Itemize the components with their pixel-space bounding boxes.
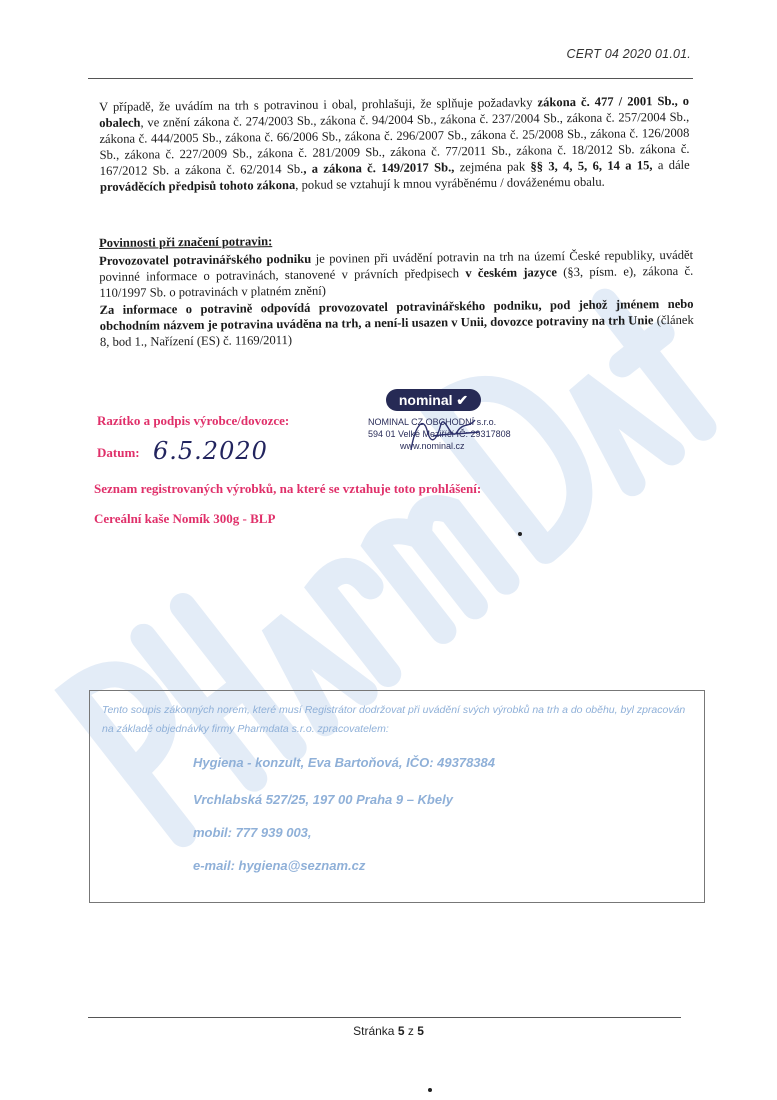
stamp-label: Razítko a podpis výrobce/dovozce:: [97, 413, 290, 428]
duty-text-3: (článek 8, bod 1., Nařízení (ES) č. 1169/2011): [99, 312, 694, 350]
duty-text-2: (§3, písm. e), zákona č. 110/1997 Sb. o potravinách v platném znění): [99, 263, 694, 301]
declaration-bold-4: prováděcích předpisů tohoto zákona: [99, 177, 296, 194]
scan-speck: [428, 1088, 432, 1092]
consultant-name: Hygiena - konzult, Eva Bartoňová, IČO: 49378384: [193, 755, 495, 770]
product-list-label: Seznam registrovaných výrobků, na které se vztahuje toto prohlášení:: [94, 481, 482, 496]
date-value: 6.5.2020: [153, 437, 268, 465]
packaging-declaration: [99, 94, 690, 196]
declaration-bold-2: , a zákona č. 149/2017 Sb.,: [303, 159, 455, 176]
stamp-address-line: 594 01 Velké Meziříčí IČ: 29317808: [368, 429, 511, 439]
declaration-text-5: , pokud se vztahují k mnou vyráběnému / dováženému obalu.: [295, 174, 605, 192]
declaration-text-4: a dále: [652, 157, 690, 172]
header-divider: [88, 78, 693, 79]
duty-text-1: je povinen při uvádění potravin na trh na území České republiky, uvádět povinné informace o potravinách, stanovené v právních předpisech: [99, 247, 694, 285]
info-box: [89, 690, 705, 903]
page-current: 5: [397, 1024, 405, 1038]
scan-speck: [518, 532, 522, 536]
declaration-text-2: , ve znění zákona č. 274/2003 Sb., zákona č. 94/2004 Sb., zákona č. 237/2004 Sb., zákona č. 257/2004 Sb., zákona č. 444/2005 Sb., zákona č. 66/2006 Sb., zákona č. 296/2007 Sb., zákona č. 25/2008 Sb., zákona č. 126/2008 Sb., zákona č. 227/2009 Sb., zákona č. 281/2009 Sb., zákona č. 77/2011 Sb., zákona č. 18/2012 Sb. zákona č. 167/2012 Sb. a zákona č. 62/2014 Sb.: [99, 109, 690, 178]
declaration-bold-3: §§ 3, 4, 5, 6, 14 a 15,: [530, 157, 653, 174]
footer-divider: [88, 1017, 681, 1018]
nominal-logo: [386, 389, 481, 411]
section-title: Povinnosti při značení potravin:: [99, 234, 273, 250]
declaration-bold-1: zákona č. 477 / 2001 Sb., o obalech: [99, 93, 690, 130]
signature-scribble: [405, 412, 485, 460]
info-box-intro: Tento soupis zákonných norem, které musí Registrátor dodržovat při uvádění svých výrobků na trh a do oběhu, byl zpracován na základě objednávky firmy Pharmdata s.r.o. zpracovatelem:: [102, 704, 686, 735]
page-number: [0, 1024, 777, 1038]
date-label: Datum:: [97, 445, 140, 460]
duty-bold-3: Za informace o potravině odpovídá provozovatel potravinářského podniku, pod jehož jménem nebo obchodním názvem je potravina uváděna na trh, a není-li usazen v Unii, dovozce potraviny na trh Unie: [99, 296, 694, 333]
duty-bold-2: v českém jazyce: [465, 265, 557, 281]
consultant-mobile: mobil: 777 939 003,: [193, 825, 312, 840]
check-icon: ✔: [456, 392, 469, 408]
declaration-text-3: zejména pak: [454, 159, 531, 174]
declaration-text-1: V případě, že uvádím na trh s potravinou i obal, prohlašuji, že splňuje požadavky: [99, 95, 538, 114]
product-name: Cereální kaše Nomík 300g - BLP: [94, 511, 276, 526]
page-separator: z: [407, 1024, 414, 1038]
header-code: CERT 04 2020 01.01.: [566, 47, 691, 61]
consultant-email: e-mail: hygiena@seznam.cz: [193, 858, 366, 873]
stamp-company-line: NOMINAL CZ OBCHODNÍ s.r.o.: [368, 417, 497, 427]
duty-bold-1: Provozovatel potravinářského podniku: [99, 251, 312, 268]
stamp-web-line: www.nominal.cz: [400, 441, 465, 451]
labeling-duties: [99, 247, 694, 350]
consultant-address: Vrchlabská 527/25, 197 00 Praha 9 – Kbely: [193, 792, 453, 807]
page-total: 5: [417, 1024, 424, 1038]
page-label: Stránka: [353, 1024, 395, 1038]
nominal-logo-text: nominal: [398, 392, 453, 408]
